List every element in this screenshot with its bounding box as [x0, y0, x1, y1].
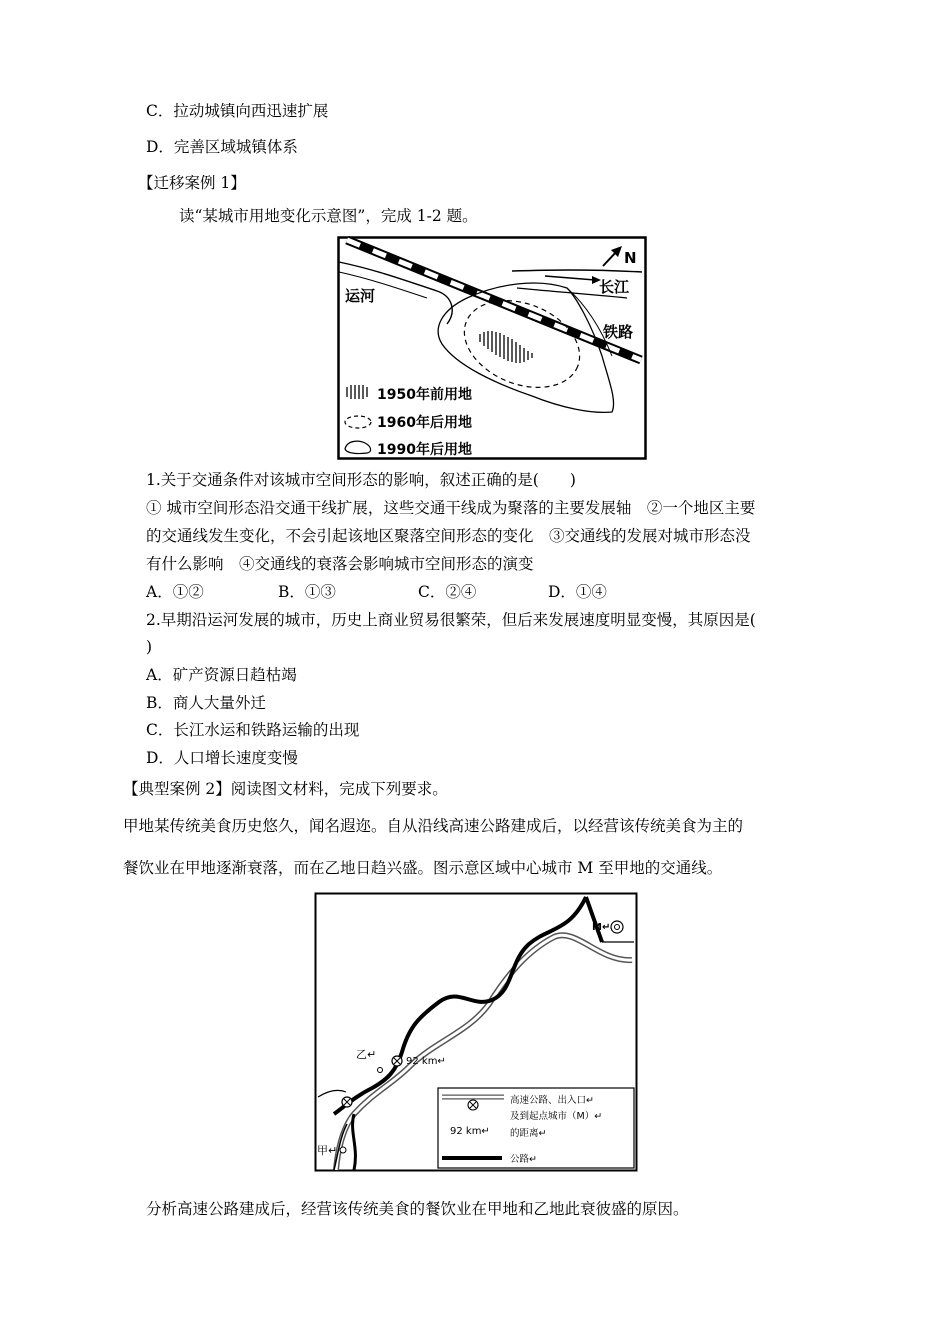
yangtze-label: 长江	[599, 278, 630, 296]
place-jia-label: 甲↵	[317, 1144, 338, 1157]
q1-stem: 1.关于交通条件对该城市空间形态的影响，叙述正确的是( )	[146, 471, 576, 489]
case2-para2: 餐饮业在甲地逐渐衰落，而在乙地日趋兴盛。图示意区域中心城市 M 至甲地的交通线。	[123, 859, 723, 877]
q1-option-c: C．②④	[418, 583, 477, 601]
case1-heading: 【迁移案例 1】	[138, 174, 246, 192]
q2-option-b: B．商人大量外迁	[146, 694, 266, 712]
q1-line1: ① 城市空间形态沿交通干线扩展，这些交通干线成为聚落的主要发展轴 ②一个地区主要	[146, 499, 756, 517]
city-land-use-map	[337, 236, 647, 460]
case2-heading: 【典型案例 2】阅读图文材料，完成下列要求。	[123, 780, 448, 798]
legend-distance: 92 km↵	[450, 1126, 490, 1137]
railway-label: 铁路	[603, 323, 634, 341]
north-label: N	[624, 249, 637, 267]
q2-stem-close: )	[146, 638, 153, 656]
case2-para1: 甲地某传统美食历史悠久，闻名遐迩。自从沿线高速公路建成后，以经营该传统美食为主的	[123, 817, 744, 835]
distance-label: 92 km↵	[406, 1056, 446, 1067]
option-c: C．拉动城镇向西迅速扩展	[146, 102, 329, 120]
case1-intro: 读“某城市用地变化示意图”，完成 1-2 题。	[179, 207, 478, 225]
city-m-label: M↵	[592, 922, 611, 933]
q1-option-d: D．①④	[548, 583, 607, 601]
q2-option-a: A．矿产资源日趋枯竭	[146, 666, 297, 684]
legend-highway-2: 及到起点城市（M）↵	[510, 1111, 603, 1122]
canal-label: 运河	[345, 287, 376, 305]
case2-question: 分析高速公路建成后，经营该传统美食的餐饮业在甲地和乙地此衰彼盛的原因。	[146, 1200, 689, 1218]
legend-1960: 1960年后用地	[377, 415, 472, 431]
legend-1950: 1950年前用地	[377, 387, 472, 403]
place-yi-label: 乙↵	[356, 1048, 377, 1061]
option-d: D．完善区域城镇体系	[146, 138, 298, 156]
transport-route-map	[314, 892, 638, 1172]
legend-highway-1: 高速公路、出入口↵	[510, 1095, 594, 1106]
q2-stem: 2.早期沿运河发展的城市，历史上商业贸易很繁荣，但后来发展速度明显变慢，其原因是(	[146, 611, 756, 629]
q1-option-a: A．①②	[146, 583, 204, 601]
q1-line2: 的交通线发生变化，不会引起该地区聚落空间形态的变化 ③交通线的发展对城市形态没	[146, 527, 751, 545]
legend-highway-3: 的距离↵	[510, 1128, 547, 1139]
q1-line3: 有什么影响 ④交通线的衰落会影响城市空间形态的演变	[146, 555, 534, 573]
q2-option-d: D．人口增长速度变慢	[146, 749, 298, 767]
legend-road: 公路↵	[510, 1154, 537, 1165]
q1-option-b: B．①③	[278, 583, 336, 601]
legend-1990: 1990年后用地	[377, 442, 472, 458]
q2-option-c: C．长江水运和铁路运输的出现	[146, 721, 360, 739]
